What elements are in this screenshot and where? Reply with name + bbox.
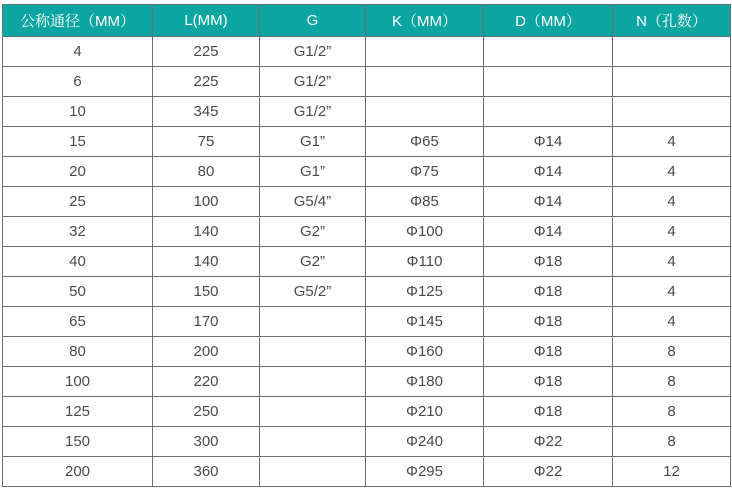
cell-thread-g bbox=[260, 427, 366, 457]
cell-length-l: 345 bbox=[153, 97, 260, 127]
cell-hole-count-n: 4 bbox=[613, 217, 731, 247]
table-row bbox=[3, 277, 731, 307]
cell-thread-g: G2” bbox=[260, 247, 366, 277]
cell-length-l: 225 bbox=[153, 37, 260, 67]
table-row bbox=[3, 337, 731, 367]
table-row bbox=[3, 97, 731, 127]
cell-hole-count-n bbox=[613, 37, 731, 67]
table-row bbox=[3, 457, 731, 487]
cell-nominal-diameter: 20 bbox=[3, 157, 153, 187]
col-header-length-l: L(MM) bbox=[153, 5, 260, 37]
cell-thread-g bbox=[260, 457, 366, 487]
cell-hole-count-n: 8 bbox=[613, 337, 731, 367]
col-header-nominal-diameter: 公称通径（MM） bbox=[3, 5, 153, 37]
cell-bolt-hole-d: Φ14 bbox=[484, 127, 613, 157]
col-header-thread-g: G bbox=[260, 5, 366, 37]
cell-length-l: 140 bbox=[153, 217, 260, 247]
cell-thread-g bbox=[260, 397, 366, 427]
cell-bolt-circle-k: Φ75 bbox=[366, 157, 484, 187]
cell-length-l: 170 bbox=[153, 307, 260, 337]
cell-nominal-diameter: 200 bbox=[3, 457, 153, 487]
cell-hole-count-n: 8 bbox=[613, 397, 731, 427]
cell-bolt-hole-d bbox=[484, 97, 613, 127]
cell-bolt-circle-k: Φ65 bbox=[366, 127, 484, 157]
cell-bolt-hole-d: Φ14 bbox=[484, 157, 613, 187]
cell-length-l: 75 bbox=[153, 127, 260, 157]
cell-hole-count-n: 4 bbox=[613, 277, 731, 307]
cell-bolt-hole-d bbox=[484, 37, 613, 67]
cell-thread-g: G1” bbox=[260, 127, 366, 157]
cell-bolt-circle-k bbox=[366, 97, 484, 127]
cell-bolt-circle-k: Φ240 bbox=[366, 427, 484, 457]
table-row bbox=[3, 397, 731, 427]
cell-length-l: 220 bbox=[153, 367, 260, 397]
cell-bolt-hole-d bbox=[484, 67, 613, 97]
cell-thread-g: G1/2” bbox=[260, 67, 366, 97]
header-row bbox=[3, 5, 731, 37]
cell-thread-g: G1” bbox=[260, 157, 366, 187]
cell-hole-count-n: 8 bbox=[613, 367, 731, 397]
cell-bolt-hole-d: Φ18 bbox=[484, 397, 613, 427]
table-row bbox=[3, 247, 731, 277]
cell-nominal-diameter: 10 bbox=[3, 97, 153, 127]
cell-length-l: 150 bbox=[153, 277, 260, 307]
dimension-spec-table bbox=[2, 4, 731, 487]
cell-length-l: 250 bbox=[153, 397, 260, 427]
cell-bolt-circle-k: Φ160 bbox=[366, 337, 484, 367]
cell-hole-count-n: 4 bbox=[613, 187, 731, 217]
cell-length-l: 80 bbox=[153, 157, 260, 187]
table-row bbox=[3, 127, 731, 157]
cell-length-l: 100 bbox=[153, 187, 260, 217]
cell-bolt-circle-k: Φ125 bbox=[366, 277, 484, 307]
cell-nominal-diameter: 50 bbox=[3, 277, 153, 307]
table-row bbox=[3, 217, 731, 247]
cell-nominal-diameter: 65 bbox=[3, 307, 153, 337]
cell-bolt-circle-k bbox=[366, 37, 484, 67]
table-row bbox=[3, 37, 731, 67]
cell-length-l: 200 bbox=[153, 337, 260, 367]
cell-thread-g bbox=[260, 367, 366, 397]
table-row bbox=[3, 367, 731, 397]
cell-bolt-circle-k: Φ110 bbox=[366, 247, 484, 277]
cell-length-l: 140 bbox=[153, 247, 260, 277]
cell-thread-g: G1/2” bbox=[260, 37, 366, 67]
col-header-bolt-hole-d: D（MM） bbox=[484, 5, 613, 37]
cell-bolt-circle-k bbox=[366, 67, 484, 97]
cell-nominal-diameter: 25 bbox=[3, 187, 153, 217]
cell-thread-g: G5/4” bbox=[260, 187, 366, 217]
cell-hole-count-n: 4 bbox=[613, 247, 731, 277]
cell-hole-count-n: 4 bbox=[613, 127, 731, 157]
col-header-hole-count-n: N（孔数） bbox=[613, 5, 731, 37]
cell-thread-g bbox=[260, 337, 366, 367]
cell-thread-g bbox=[260, 307, 366, 337]
cell-bolt-hole-d: Φ18 bbox=[484, 367, 613, 397]
cell-nominal-diameter: 100 bbox=[3, 367, 153, 397]
cell-hole-count-n bbox=[613, 67, 731, 97]
cell-length-l: 300 bbox=[153, 427, 260, 457]
cell-bolt-hole-d: Φ14 bbox=[484, 217, 613, 247]
cell-bolt-circle-k: Φ180 bbox=[366, 367, 484, 397]
cell-bolt-hole-d: Φ22 bbox=[484, 427, 613, 457]
cell-hole-count-n bbox=[613, 97, 731, 127]
table-row bbox=[3, 157, 731, 187]
table-row bbox=[3, 427, 731, 457]
cell-thread-g: G1/2” bbox=[260, 97, 366, 127]
cell-length-l: 360 bbox=[153, 457, 260, 487]
cell-bolt-hole-d: Φ18 bbox=[484, 247, 613, 277]
table-row bbox=[3, 67, 731, 97]
col-header-bolt-circle-k: K（MM） bbox=[366, 5, 484, 37]
cell-bolt-circle-k: Φ295 bbox=[366, 457, 484, 487]
cell-nominal-diameter: 80 bbox=[3, 337, 153, 367]
cell-bolt-circle-k: Φ145 bbox=[366, 307, 484, 337]
cell-nominal-diameter: 6 bbox=[3, 67, 153, 97]
cell-bolt-hole-d: Φ18 bbox=[484, 277, 613, 307]
cell-bolt-hole-d: Φ18 bbox=[484, 307, 613, 337]
cell-nominal-diameter: 15 bbox=[3, 127, 153, 157]
cell-hole-count-n: 4 bbox=[613, 307, 731, 337]
cell-nominal-diameter: 150 bbox=[3, 427, 153, 457]
cell-hole-count-n: 12 bbox=[613, 457, 731, 487]
cell-thread-g: G5/2” bbox=[260, 277, 366, 307]
cell-thread-g: G2” bbox=[260, 217, 366, 247]
table-row bbox=[3, 187, 731, 217]
cell-length-l: 225 bbox=[153, 67, 260, 97]
cell-nominal-diameter: 4 bbox=[3, 37, 153, 67]
table-row bbox=[3, 307, 731, 337]
cell-hole-count-n: 4 bbox=[613, 157, 731, 187]
cell-nominal-diameter: 32 bbox=[3, 217, 153, 247]
cell-nominal-diameter: 40 bbox=[3, 247, 153, 277]
cell-bolt-hole-d: Φ22 bbox=[484, 457, 613, 487]
cell-bolt-hole-d: Φ18 bbox=[484, 337, 613, 367]
cell-bolt-circle-k: Φ100 bbox=[366, 217, 484, 247]
cell-hole-count-n: 8 bbox=[613, 427, 731, 457]
cell-bolt-circle-k: Φ85 bbox=[366, 187, 484, 217]
cell-bolt-hole-d: Φ14 bbox=[484, 187, 613, 217]
cell-nominal-diameter: 125 bbox=[3, 397, 153, 427]
cell-bolt-circle-k: Φ210 bbox=[366, 397, 484, 427]
